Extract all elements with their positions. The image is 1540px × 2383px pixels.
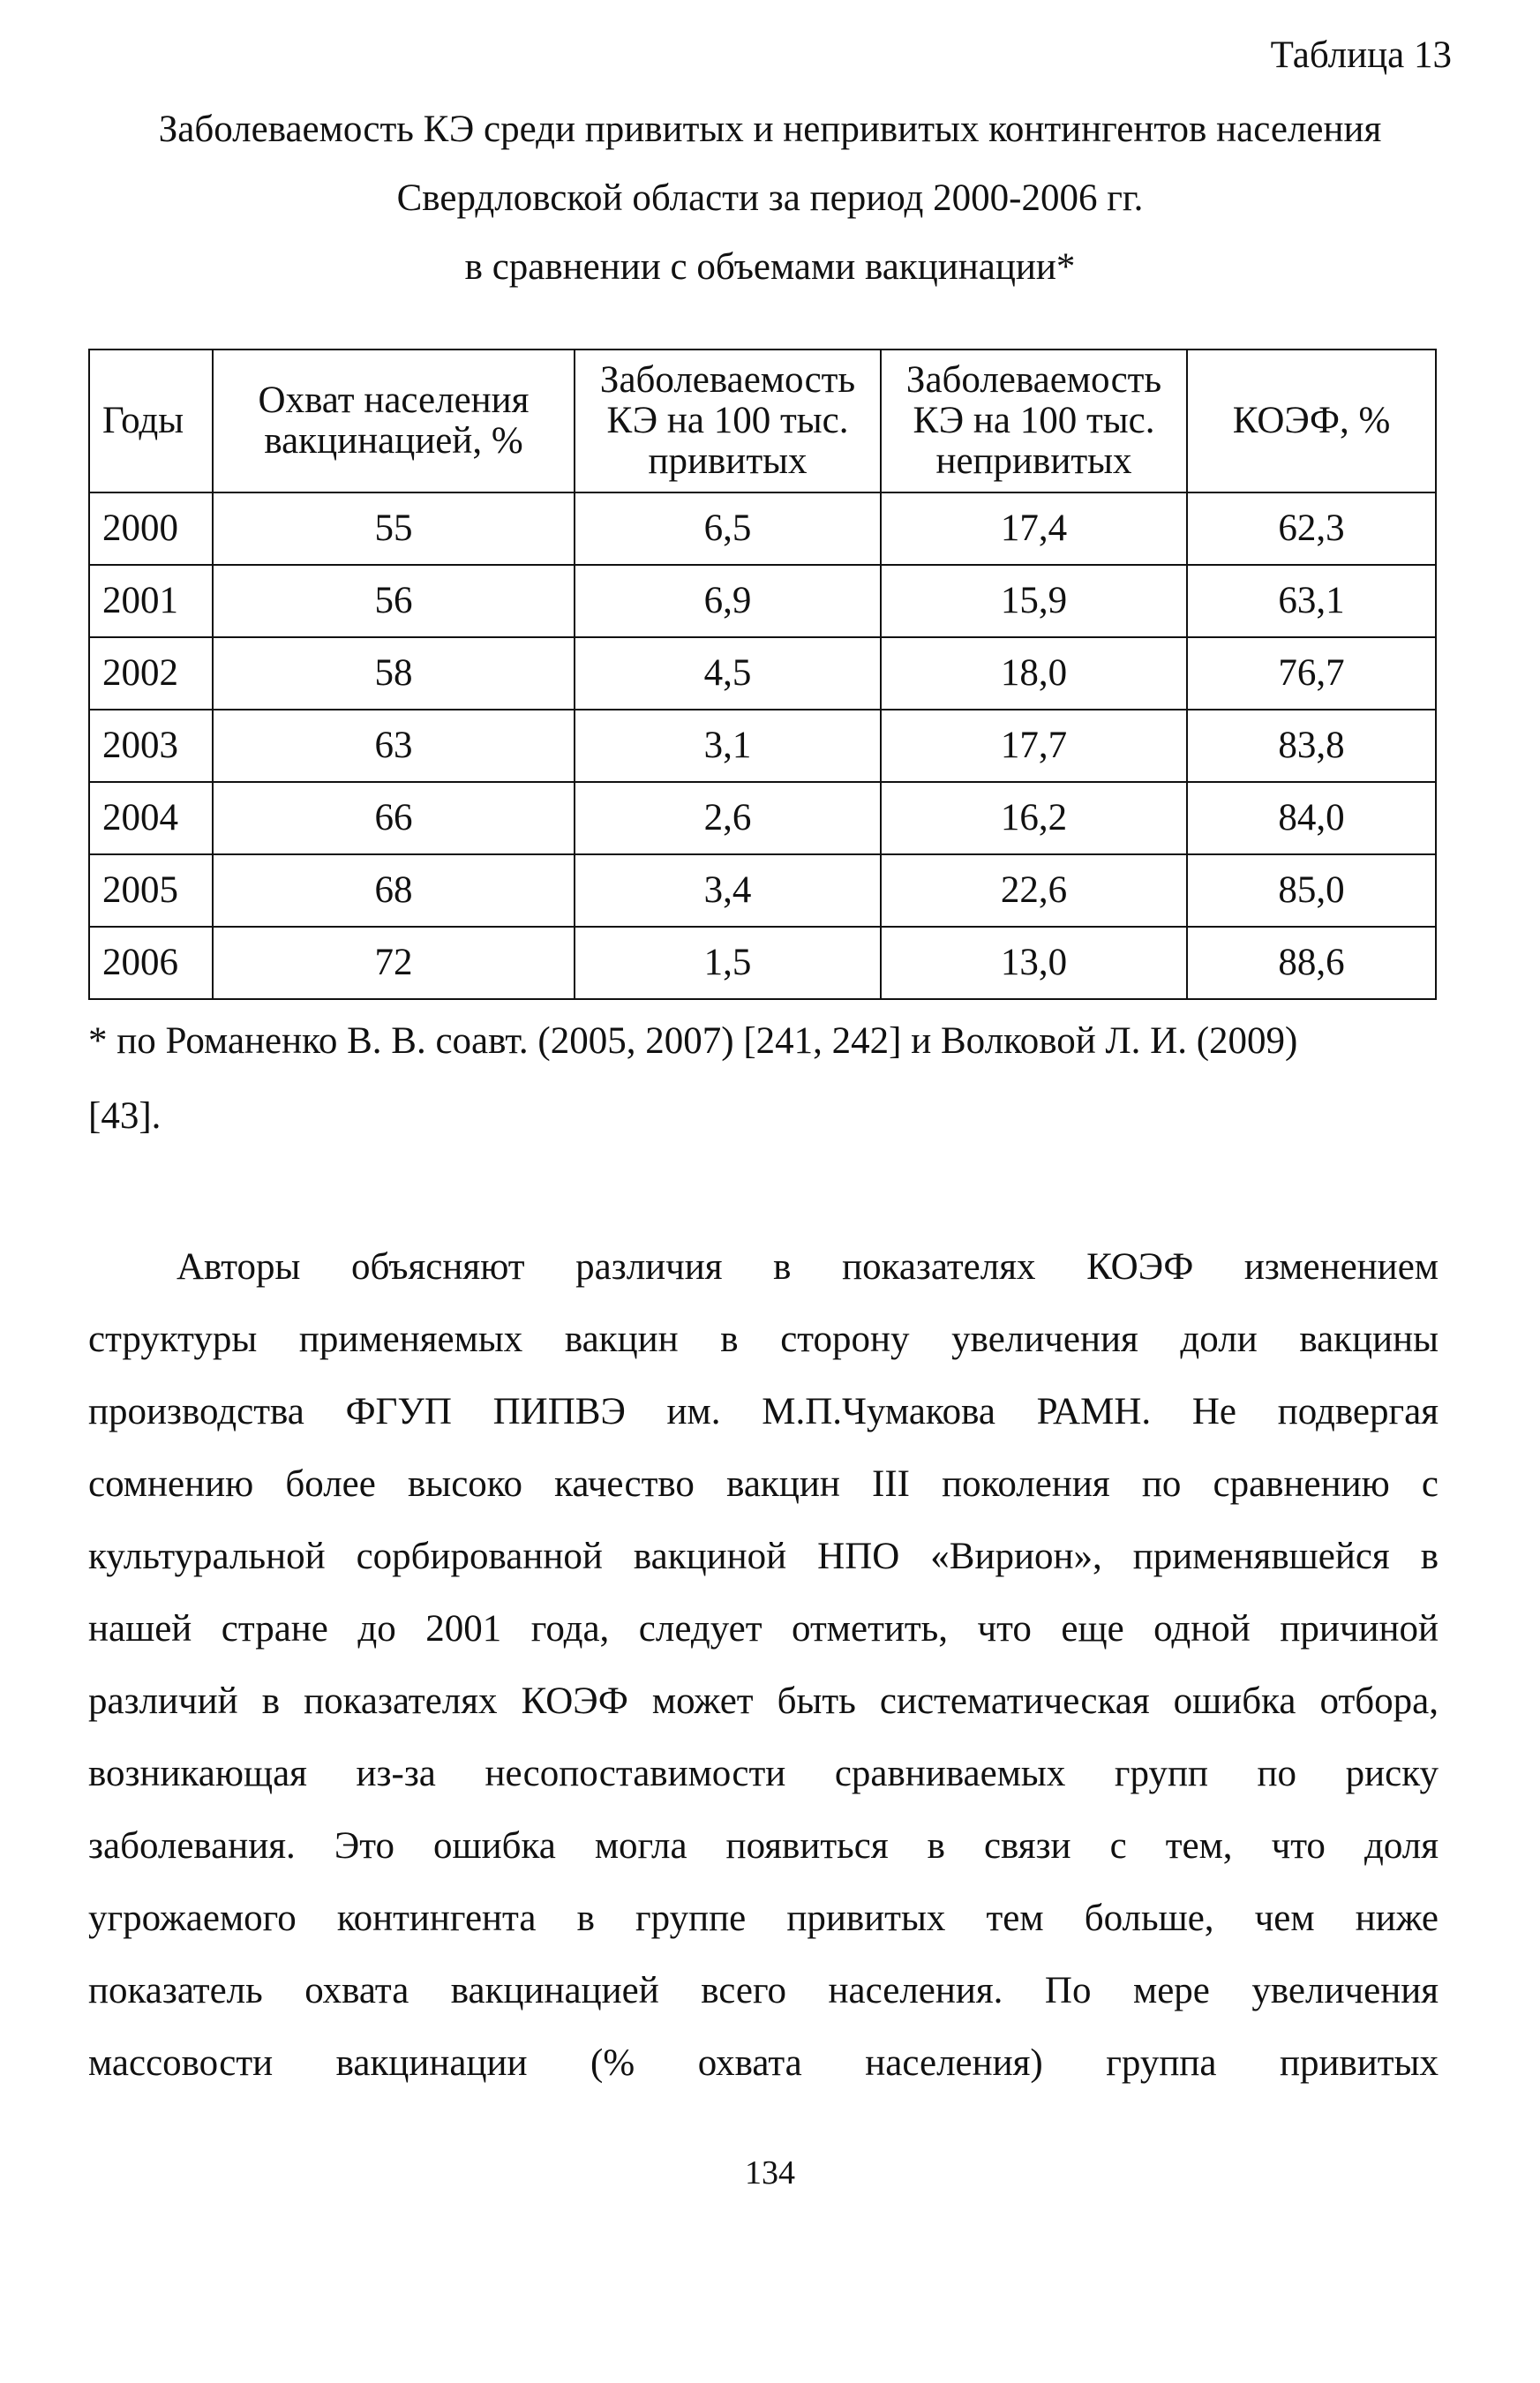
cell-coverage: 56 <box>213 565 575 637</box>
cell-incidence-vaccinated: 3,1 <box>575 710 881 782</box>
cell-incidence-unvaccinated: 22,6 <box>881 854 1187 927</box>
cell-koef: 84,0 <box>1187 782 1436 854</box>
table-row <box>89 782 1436 854</box>
cell-year: 2006 <box>89 927 213 999</box>
table-row <box>89 854 1436 927</box>
table-row <box>89 927 1436 999</box>
body-line: показатель охвата вакцинацией всего населения. По мере увеличения <box>88 1970 1439 2011</box>
table-title-line-2: Свердловской области за период 2000-2006 гг. <box>396 177 1144 219</box>
cell-koef: 88,6 <box>1187 927 1436 999</box>
footnote-line-2: [43]. <box>88 1095 162 1137</box>
body-line: структуры применяемых вакцин в сторону увеличения доли вакцины <box>88 1319 1439 1360</box>
footnote-line-1: * по Романенко В. В. соавт. (2005, 2007) [241, 242] и Волковой Л. И. (2009) <box>88 1020 1298 1062</box>
header-koef: КОЭФ, % <box>1187 350 1436 492</box>
body-line: массовости вакцинации (% охвата населения) группа привитых <box>88 2042 1439 2084</box>
cell-incidence-vaccinated: 6,5 <box>575 492 881 565</box>
cell-incidence-unvaccinated: 17,4 <box>881 492 1187 565</box>
cell-incidence-vaccinated: 1,5 <box>575 927 881 999</box>
cell-coverage: 63 <box>213 710 575 782</box>
body-line: нашей стране до 2001 года, следует отметить, что еще одной причиной <box>88 1608 1439 1650</box>
cell-incidence-vaccinated: 4,5 <box>575 637 881 710</box>
table-title-line-1: Заболеваемость КЭ среди привитых и непривитых контингентов населения <box>158 109 1382 150</box>
incidence-table <box>88 349 1437 1000</box>
table-row <box>89 492 1436 565</box>
cell-koef: 76,7 <box>1187 637 1436 710</box>
body-line: культуральной сорбированной вакциной НПО «Вирион», применявшейся в <box>88 1536 1439 1577</box>
table-row <box>89 637 1436 710</box>
header-incidence-unvaccinated: Заболеваемость КЭ на 100 тыс. непривитых <box>881 350 1187 492</box>
header-incidence-vaccinated: Заболеваемость КЭ на 100 тыс. привитых <box>575 350 881 492</box>
cell-incidence-unvaccinated: 13,0 <box>881 927 1187 999</box>
cell-incidence-vaccinated: 6,9 <box>575 565 881 637</box>
page-number: 134 <box>745 2154 795 2191</box>
body-line: сомнению более высоко качество вакцин III поколения по сравнению с <box>88 1463 1439 1505</box>
cell-coverage: 68 <box>213 854 575 927</box>
body-line: возникающая из-за несопоставимости сравниваемых групп по риску <box>88 1753 1439 1794</box>
body-line: угрожаемого контингента в группе привитых тем больше, чем ниже <box>88 1898 1439 1939</box>
cell-incidence-unvaccinated: 15,9 <box>881 565 1187 637</box>
cell-year: 2000 <box>89 492 213 565</box>
cell-year: 2001 <box>89 565 213 637</box>
cell-incidence-vaccinated: 3,4 <box>575 854 881 927</box>
table-title-line-3: в сравнении с объемами вакцинации* <box>464 246 1076 288</box>
cell-koef: 85,0 <box>1187 854 1436 927</box>
cell-koef: 62,3 <box>1187 492 1436 565</box>
cell-year: 2003 <box>89 710 213 782</box>
cell-incidence-unvaccinated: 16,2 <box>881 782 1187 854</box>
table-row <box>89 565 1436 637</box>
cell-koef: 63,1 <box>1187 565 1436 637</box>
table-row <box>89 710 1436 782</box>
body-line: Авторы объясняют различия в показателях КОЭФ изменением <box>177 1246 1439 1288</box>
body-line: заболевания. Это ошибка могла появиться в связи с тем, что доля <box>88 1825 1439 1867</box>
cell-year: 2005 <box>89 854 213 927</box>
cell-coverage: 55 <box>213 492 575 565</box>
cell-incidence-unvaccinated: 17,7 <box>881 710 1187 782</box>
table-header-row <box>89 350 1436 492</box>
body-paragraph <box>88 1231 1439 2100</box>
table-label: Таблица 13 <box>1270 34 1452 76</box>
cell-coverage: 72 <box>213 927 575 999</box>
body-line: различий в показателях КОЭФ может быть систематическая ошибка отбора, <box>88 1680 1439 1722</box>
cell-incidence-unvaccinated: 18,0 <box>881 637 1187 710</box>
cell-coverage: 66 <box>213 782 575 854</box>
header-years: Годы <box>89 350 213 492</box>
cell-year: 2004 <box>89 782 213 854</box>
body-line: производства ФГУП ПИПВЭ им. М.П.Чумакова РАМН. Не подвергая <box>88 1391 1439 1432</box>
cell-incidence-vaccinated: 2,6 <box>575 782 881 854</box>
cell-coverage: 58 <box>213 637 575 710</box>
cell-koef: 83,8 <box>1187 710 1436 782</box>
cell-year: 2002 <box>89 637 213 710</box>
header-coverage: Охват населения вакцинацией, % <box>213 350 575 492</box>
